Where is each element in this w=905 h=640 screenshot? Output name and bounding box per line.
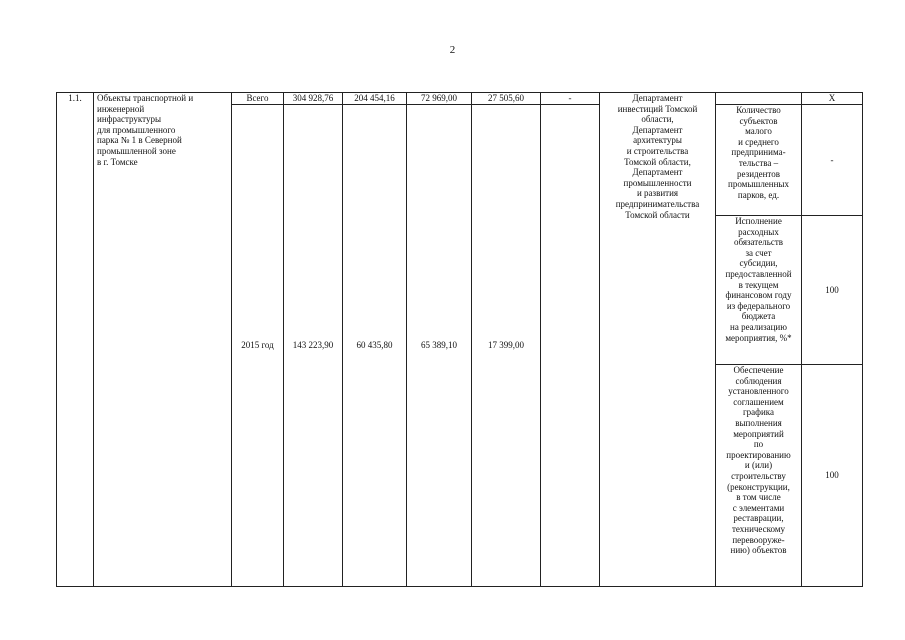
- indicator-name-cell: Обеспечение соблюдения установленного соглашением графика выполнения мероприятий по проектированию и (или) строительству (реконструкции, в том числе с элементами реставрации, техническому перевооруже- нию) объектов: [716, 365, 802, 587]
- indicator-header-name-cell: [716, 93, 802, 105]
- indicator-name-cell: Количество субъектов малого и среднего предпринима- тельства – резидентов промышленных парков, ед.: [716, 105, 802, 216]
- indicator-value-cell: 100: [802, 365, 863, 587]
- indicator-value-cell: -: [802, 105, 863, 216]
- total-value-cell: 204 454,16: [343, 93, 407, 105]
- period-total-cell: Всего: [232, 93, 284, 105]
- total-value-cell: 72 969,00: [407, 93, 472, 105]
- value-2015-cell: 17 399,00: [472, 105, 541, 587]
- period-2015-cell: 2015 год: [232, 105, 284, 587]
- executors-cell: Департамент инвестиций Томской области, Департамент архитектуры и строительства Томской области, Департамент промышленности и развития предпринимательства Томской области: [600, 93, 716, 587]
- value-2015-cell: 143 223,90: [284, 105, 343, 587]
- indicator-header-value-cell: X: [802, 93, 863, 105]
- object-name-cell: Объекты транспортной и инженерной инфраструктуры для промышленного парка № 1 в Северной промышленной зоне в г. Томске: [94, 93, 232, 587]
- table-row-total: [57, 93, 863, 105]
- indicator-value-cell: 100: [802, 216, 863, 365]
- program-table: [56, 92, 863, 587]
- value-2015-cell: 65 389,10: [407, 105, 472, 587]
- page-number: 2: [449, 44, 456, 56]
- row-number-cell: 1.1.: [57, 93, 94, 587]
- value-2015-cell: 60 435,80: [343, 105, 407, 587]
- total-value-cell: 304 928,76: [284, 93, 343, 105]
- value-2015-empty-cell: [541, 105, 600, 587]
- total-value-cell: -: [541, 93, 600, 105]
- indicator-name-cell: Исполнение расходных обязательств за счет субсидии, предоставленной в текущем финансовом году из федерального бюджета на реализацию мероприятия, %*: [716, 216, 802, 365]
- total-value-cell: 27 505,60: [472, 93, 541, 105]
